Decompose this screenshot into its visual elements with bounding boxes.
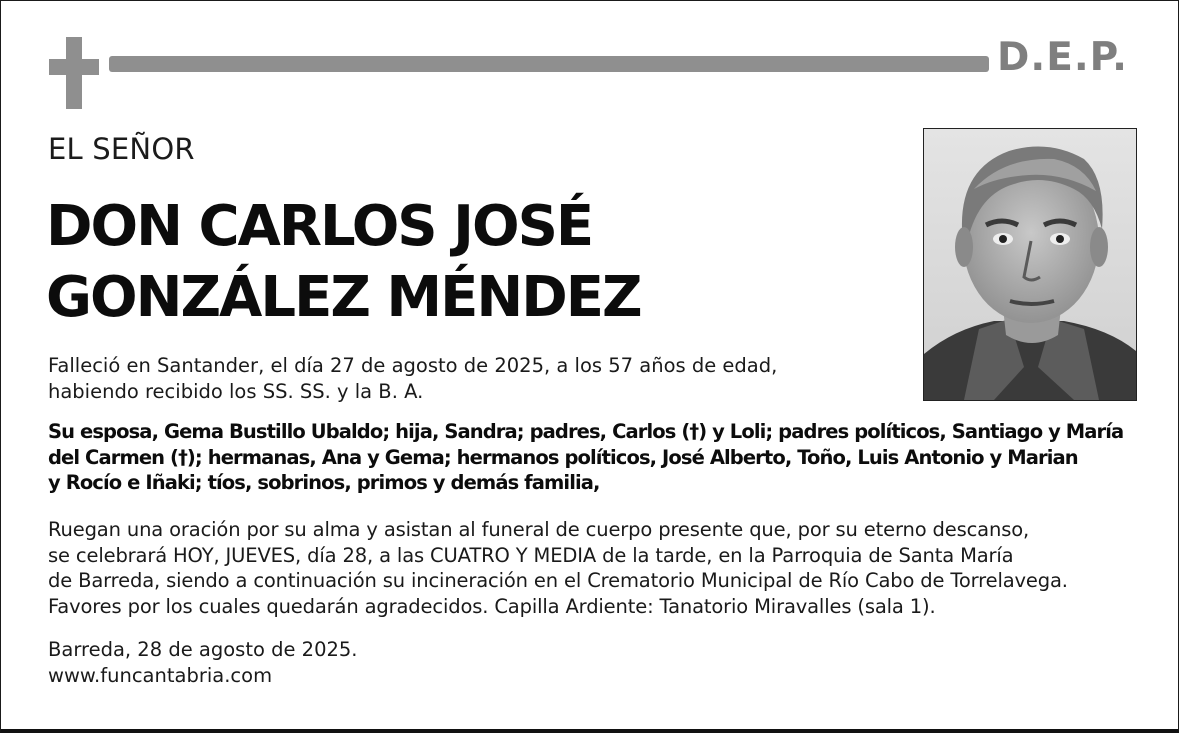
death-notice: [48, 353, 868, 404]
text-line: habiendo recibido los SS. SS. y la B. A.: [48, 379, 424, 403]
text-line: Su esposa, Gema Bustillo Ubaldo; hija, Sandra; padres, Carlos (†) y Loli; padres políticos, Santiago y María: [48, 420, 1124, 443]
deceased-name: [46, 191, 906, 333]
header-rule: [109, 56, 989, 72]
text-line: Falleció en Santander, el día 27 de agosto de 2025, a los 57 años de edad,: [48, 354, 778, 377]
portrait-photo: [923, 128, 1137, 401]
text-line: Favores por los cuales quedarán agradecidos. Capilla Ardiente: Tanatorio Miravalles (sala 1).: [48, 594, 936, 618]
dep-label: D.E.P.: [997, 35, 1128, 80]
website-link[interactable]: www.funcantabria.com: [48, 663, 273, 687]
text-line: de Barreda, siendo a continuación su incineración en el Crematorio Municipal de Río Cabo de Torrelavega.: [48, 569, 1068, 592]
family-list: [48, 419, 1148, 496]
name-line: GONZÁLEZ MÉNDEZ: [46, 265, 641, 330]
closing: [48, 637, 648, 688]
funeral-details: [48, 517, 1158, 619]
name-line: DON CARLOS JOSÉ: [46, 194, 593, 259]
place-date: Barreda, 28 de agosto de 2025.: [48, 638, 358, 661]
text-line: Ruegan una oración por su alma y asistan al funeral de cuerpo presente que, por su eterno descanso,: [48, 518, 1030, 541]
text-line: y Rocío e Iñaki; tíos, sobrinos, primos y demás familia,: [48, 471, 600, 494]
text-line: se celebrará HOY, JUEVES, día 28, a las CUATRO Y MEDIA de la tarde, en la Parroquia de Santa María: [48, 543, 1014, 567]
honorific: EL SEÑOR: [48, 132, 195, 166]
cross-icon: [49, 37, 99, 109]
text-line: del Carmen (†); hermanas, Ana y Gema; hermanos políticos, José Alberto, Toño, Luis Antonio y Marian: [48, 445, 1078, 469]
